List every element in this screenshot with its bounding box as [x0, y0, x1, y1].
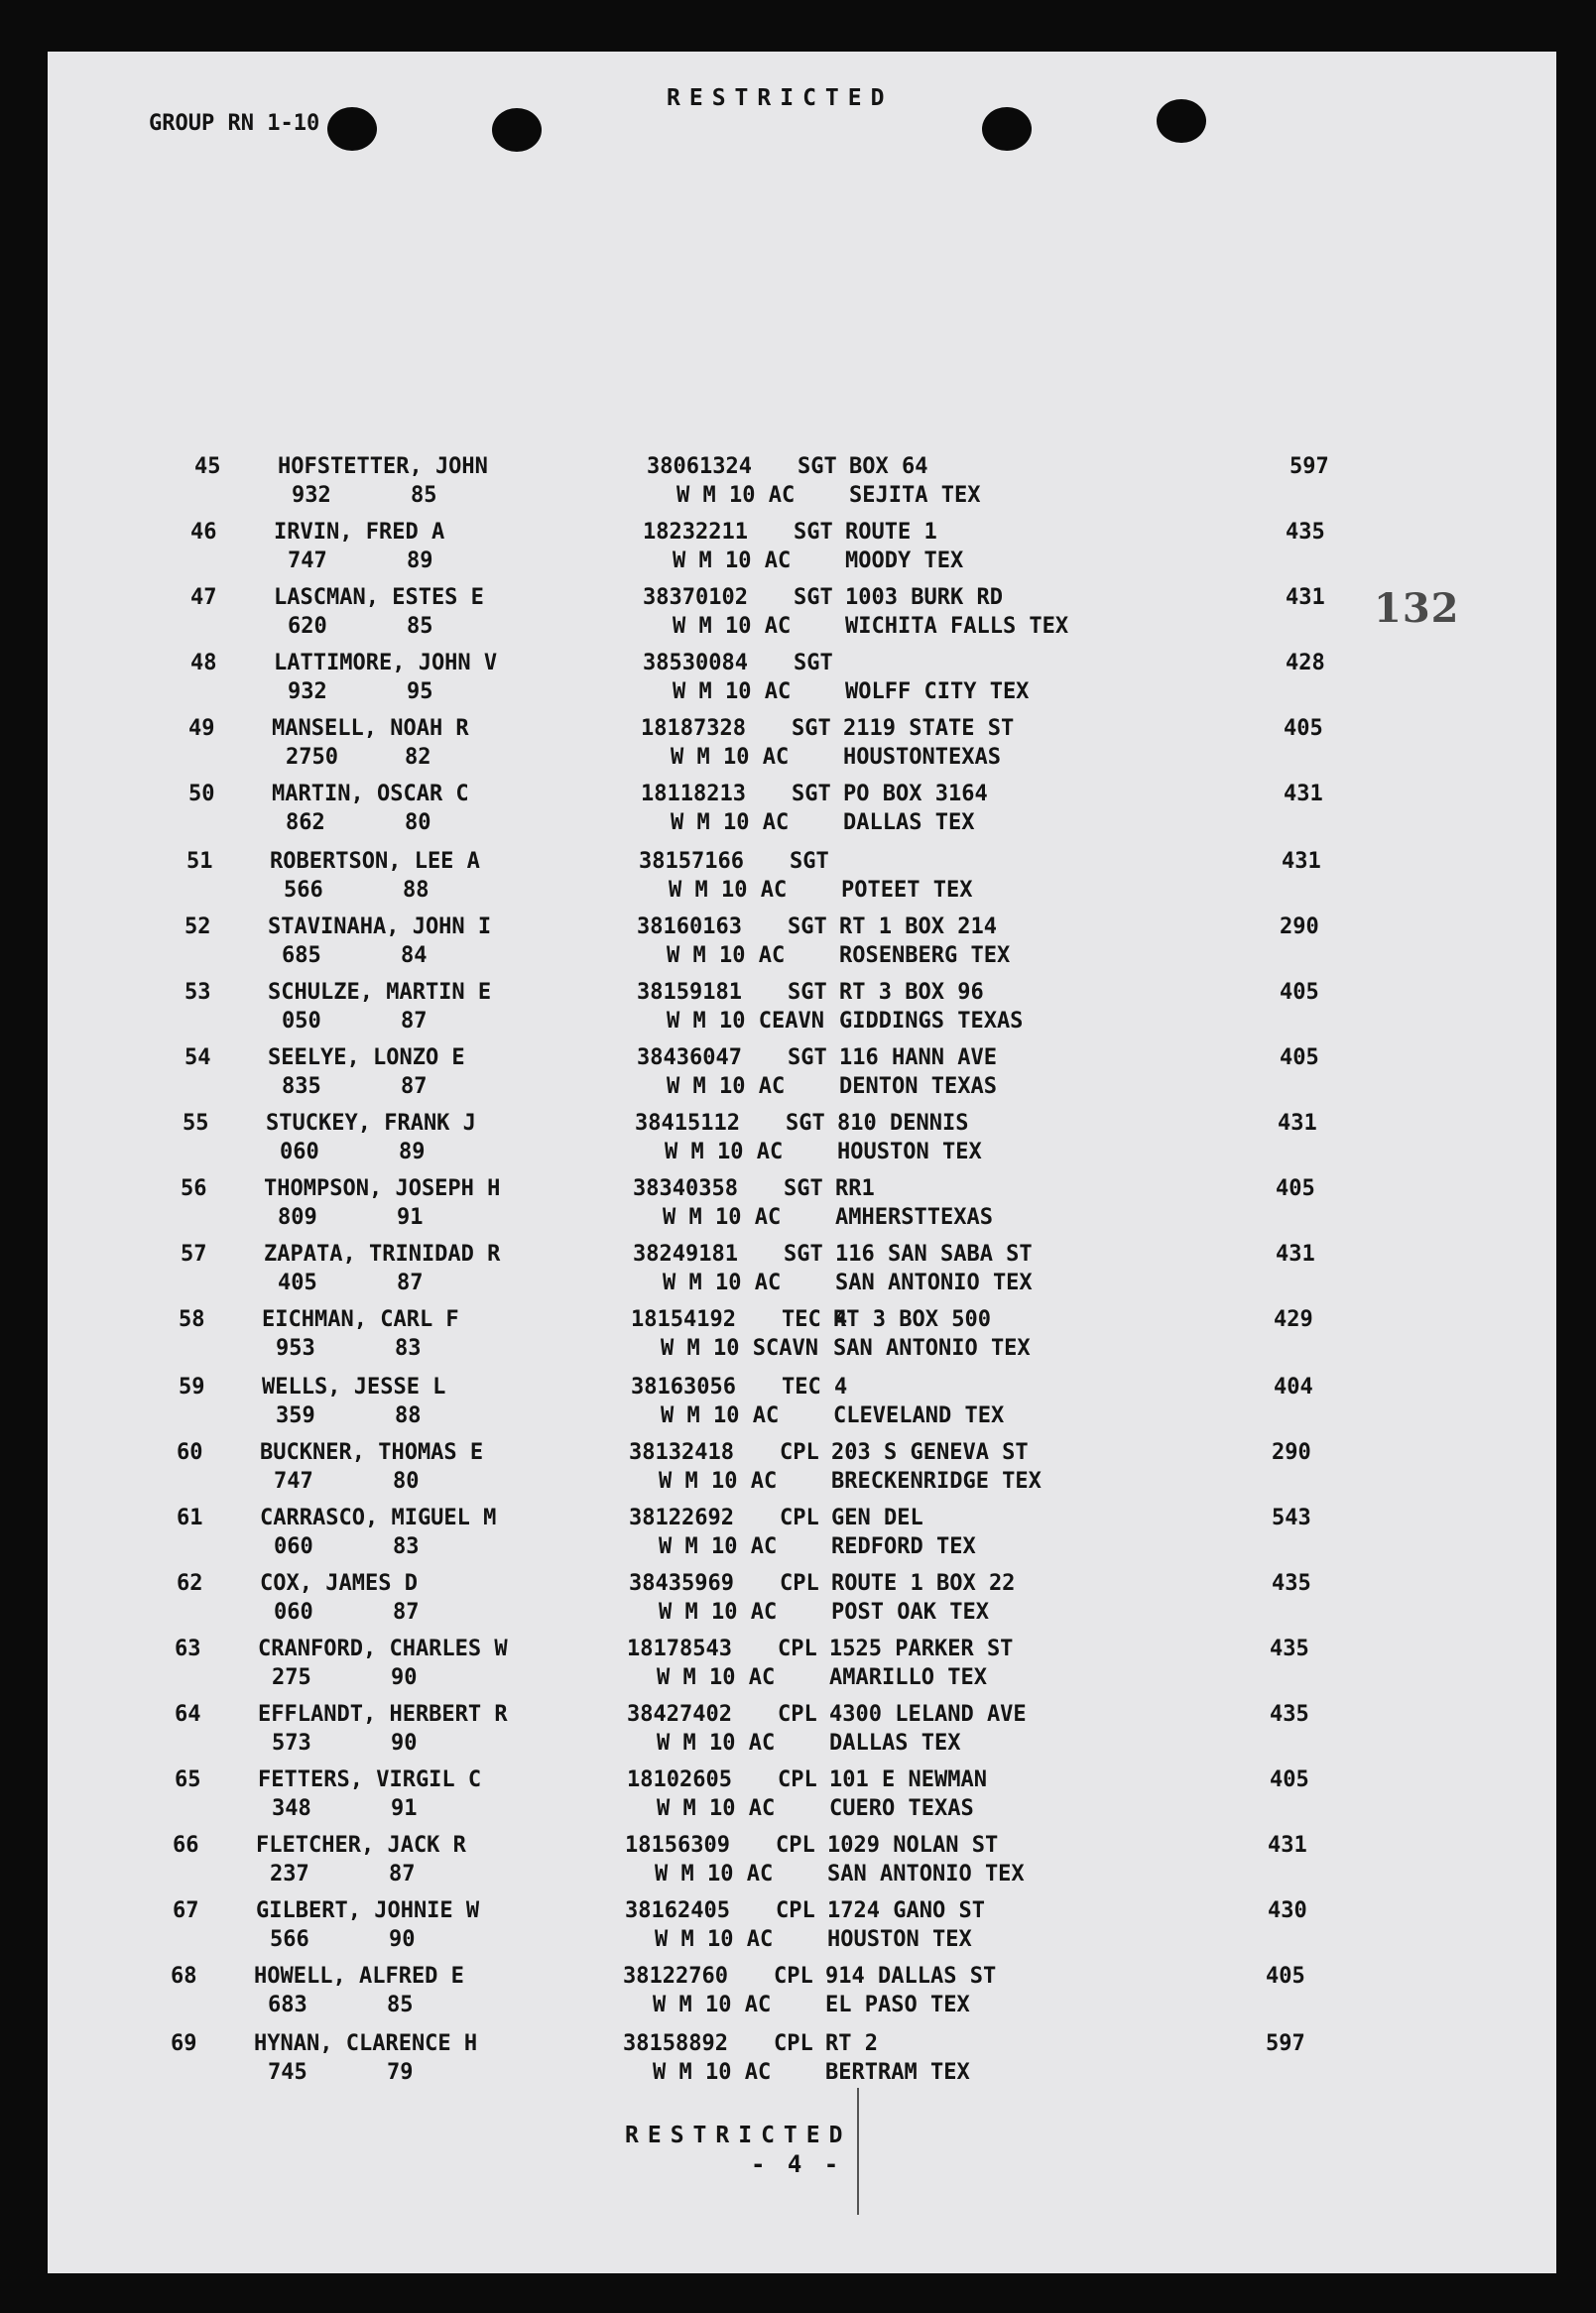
row-num: 61: [177, 1506, 203, 1530]
row-rank: SGT: [788, 1045, 827, 1070]
row-name: HOFSTETTER, JOHN: [278, 454, 488, 479]
row-num: 50: [188, 782, 215, 806]
table-row: [171, 1964, 1559, 2027]
row-score: 91: [397, 1205, 424, 1230]
row-rank: SGT: [784, 1242, 823, 1267]
row-code: 566: [284, 878, 323, 903]
row-code: 405: [278, 1271, 317, 1295]
row-score: 87: [397, 1271, 424, 1295]
row-code: 566: [270, 1927, 309, 1952]
row-race: W M 10 AC: [655, 1862, 774, 1887]
row-rank: SGT: [788, 914, 827, 939]
row-name: COX, JAMES D: [260, 1571, 418, 1596]
row-addr1: 914 DALLAS ST: [825, 1964, 997, 1989]
row-race: W M 10 AC: [657, 1665, 776, 1690]
row-name: BUCKNER, THOMAS E: [260, 1440, 484, 1465]
table-row: [190, 520, 1579, 583]
table-row: [173, 1898, 1561, 1962]
row-name: EFFLANDT, HERBERT R: [258, 1702, 508, 1727]
row-addr1: RT 1 BOX 214: [839, 914, 997, 939]
row-num: 48: [190, 651, 217, 675]
row-score: 91: [391, 1796, 418, 1821]
row-rank: SGT: [792, 716, 831, 741]
row-serial: 38415112: [635, 1111, 740, 1136]
row-code2: 435: [1272, 1571, 1311, 1596]
row-code2: 405: [1284, 716, 1323, 741]
row-addr2: DENTON TEXAS: [839, 1074, 997, 1099]
row-addr1: 4300 LELAND AVE: [829, 1702, 1027, 1727]
row-addr2: POST OAK TEX: [831, 1600, 989, 1625]
row-num: 53: [184, 980, 211, 1005]
row-code2: 405: [1270, 1767, 1309, 1792]
row-name: THOMPSON, JOSEPH H: [264, 1176, 501, 1201]
row-addr2: AMARILLO TEX: [829, 1665, 987, 1690]
row-num: 63: [175, 1637, 201, 1661]
handwritten-page-number: 132: [1374, 585, 1460, 632]
row-rank: CPL: [774, 2031, 813, 2056]
row-addr1: RR1: [835, 1176, 875, 1201]
row-score: 87: [401, 1009, 428, 1034]
row-score: 87: [401, 1074, 428, 1099]
row-rank: SGT: [798, 454, 837, 479]
row-num: 54: [184, 1045, 211, 1070]
row-race: W M 10 AC: [671, 745, 790, 770]
row-code2: 431: [1286, 585, 1325, 610]
row-race: W M 10 AC: [659, 1469, 778, 1494]
punch-hole: [327, 107, 377, 151]
row-addr2: ROSENBERG TEX: [839, 943, 1011, 968]
row-rank: TEC 4: [782, 1375, 848, 1400]
row-name: IRVIN, FRED A: [274, 520, 445, 545]
row-addr2: HOUSTON TEX: [837, 1140, 982, 1164]
row-code2: 429: [1274, 1307, 1313, 1332]
row-serial: 38530084: [643, 651, 748, 675]
row-serial: 38435969: [629, 1571, 734, 1596]
row-addr2: SEJITA TEX: [849, 483, 981, 508]
row-addr2: DALLAS TEX: [829, 1731, 961, 1756]
row-addr2: HOUSTON TEX: [827, 1927, 972, 1952]
row-num: 49: [188, 716, 215, 741]
row-rank: CPL: [774, 1964, 813, 1989]
row-num: 62: [177, 1571, 203, 1596]
row-name: LASCMAN, ESTES E: [274, 585, 484, 610]
row-name: MANSELL, NOAH R: [272, 716, 469, 741]
row-code: 060: [280, 1140, 319, 1164]
row-serial: 38370102: [643, 585, 748, 610]
row-race: W M 10 AC: [653, 1993, 772, 2017]
row-code: 573: [272, 1731, 311, 1756]
row-race: W M 10 SCAVN: [661, 1336, 818, 1361]
row-addr2: SAN ANTONIO TEX: [827, 1862, 1025, 1887]
table-row: [186, 849, 1575, 913]
row-code2: 290: [1272, 1440, 1311, 1465]
row-race: W M 10 AC: [673, 548, 792, 573]
row-addr1: PO BOX 3164: [843, 782, 988, 806]
row-addr1: 1724 GANO ST: [827, 1898, 985, 1923]
row-score: 88: [395, 1403, 422, 1428]
row-code2: 435: [1270, 1702, 1309, 1727]
row-rank: CPL: [780, 1440, 819, 1465]
row-race: W M 10 AC: [653, 2060, 772, 2085]
row-name: EICHMAN, CARL F: [262, 1307, 459, 1332]
row-rank: CPL: [778, 1767, 817, 1792]
row-score: 79: [387, 2060, 414, 2085]
row-code2: 290: [1280, 914, 1319, 939]
row-code: 060: [274, 1600, 313, 1625]
row-addr1: 810 DENNIS: [837, 1111, 969, 1136]
row-code2: 435: [1270, 1637, 1309, 1661]
row-name: GILBERT, JOHNIE W: [256, 1898, 480, 1923]
punch-hole: [492, 108, 542, 152]
row-score: 83: [393, 1534, 420, 1559]
row-name: ZAPATA, TRINIDAD R: [264, 1242, 501, 1267]
row-serial: 38340358: [633, 1176, 738, 1201]
row-score: 83: [395, 1336, 422, 1361]
row-addr2: CUERO TEXAS: [829, 1796, 974, 1821]
row-addr1: 2119 STATE ST: [843, 716, 1015, 741]
table-row: [173, 1833, 1561, 1896]
row-serial: 38436047: [637, 1045, 742, 1070]
row-name: WELLS, JESSE L: [262, 1375, 446, 1400]
row-serial: 18178543: [627, 1637, 732, 1661]
row-addr2: BERTRAM TEX: [825, 2060, 970, 2085]
row-serial: 38158892: [623, 2031, 728, 2056]
row-num: 60: [177, 1440, 203, 1465]
row-addr1: 101 E NEWMAN: [829, 1767, 987, 1792]
row-rank: SGT: [786, 1111, 825, 1136]
row-num: 69: [171, 2031, 197, 2056]
row-addr1: 116 HANN AVE: [839, 1045, 997, 1070]
row-serial: 18187328: [641, 716, 746, 741]
row-addr2: REDFORD TEX: [831, 1534, 976, 1559]
table-row: [194, 454, 1583, 518]
row-rank: SGT: [784, 1176, 823, 1201]
row-serial: 38427402: [627, 1702, 732, 1727]
table-row: [188, 716, 1577, 780]
row-rank: CPL: [778, 1702, 817, 1727]
row-name: CARRASCO, MIGUEL M: [260, 1506, 497, 1530]
row-serial: 38159181: [637, 980, 742, 1005]
row-race: W M 10 AC: [661, 1403, 780, 1428]
row-code2: 431: [1284, 782, 1323, 806]
row-code2: 431: [1282, 849, 1321, 874]
row-addr1: 203 S GENEVA ST: [831, 1440, 1029, 1465]
table-row: [190, 651, 1579, 714]
table-row: [179, 1307, 1567, 1371]
row-addr1: ROUTE 1: [845, 520, 937, 545]
row-code: 835: [282, 1074, 321, 1099]
row-code: 747: [274, 1469, 313, 1494]
row-code2: 405: [1266, 1964, 1305, 1989]
row-name: HYNAN, CLARENCE H: [254, 2031, 478, 2056]
row-addr1: 1029 NOLAN ST: [827, 1833, 999, 1858]
row-serial: 38061324: [647, 454, 752, 479]
row-code2: 405: [1280, 980, 1319, 1005]
table-row: [181, 1242, 1569, 1305]
row-race: W M 10 AC: [657, 1731, 776, 1756]
row-rank: SGT: [790, 849, 829, 874]
row-rank: CPL: [780, 1506, 819, 1530]
row-rank: SGT: [794, 651, 833, 675]
row-addr2: SAN ANTONIO TEX: [833, 1336, 1031, 1361]
row-addr1: 1003 BURK RD: [845, 585, 1003, 610]
row-addr2: HOUSTONTEXAS: [843, 745, 1001, 770]
row-score: 84: [401, 943, 428, 968]
row-serial: 38122692: [629, 1506, 734, 1530]
table-row: [175, 1702, 1563, 1765]
row-addr1: GEN DEL: [831, 1506, 923, 1530]
row-name: MARTIN, OSCAR C: [272, 782, 469, 806]
row-code2: 431: [1278, 1111, 1317, 1136]
row-score: 82: [405, 745, 431, 770]
row-serial: 38163056: [631, 1375, 736, 1400]
row-num: 55: [183, 1111, 209, 1136]
table-row: [190, 585, 1579, 649]
row-code: 745: [268, 2060, 307, 2085]
row-num: 66: [173, 1833, 199, 1858]
row-rank: CPL: [776, 1833, 815, 1858]
row-score: 80: [393, 1469, 420, 1494]
row-score: 87: [389, 1862, 416, 1887]
row-race: W M 10 AC: [673, 614, 792, 639]
table-row: [183, 1111, 1571, 1174]
row-code: 2750: [286, 745, 338, 770]
row-num: 65: [175, 1767, 201, 1792]
row-race: W M 10 AC: [659, 1600, 778, 1625]
row-rank: SGT: [794, 520, 833, 545]
row-name: FETTERS, VIRGIL C: [258, 1767, 482, 1792]
row-name: STUCKEY, FRANK J: [266, 1111, 476, 1136]
row-score: 80: [405, 810, 431, 835]
row-name: SCHULZE, MARTIN E: [268, 980, 492, 1005]
row-addr1: 116 SAN SABA ST: [835, 1242, 1033, 1267]
row-addr2: AMHERSTTEXAS: [835, 1205, 993, 1230]
table-row: [171, 2031, 1559, 2095]
restricted-footer: RESTRICTED: [625, 2123, 852, 2148]
row-name: ROBERTSON, LEE A: [270, 849, 480, 874]
row-code2: 431: [1276, 1242, 1315, 1267]
row-race: W M 10 AC: [669, 878, 788, 903]
row-score: 85: [387, 1993, 414, 2017]
row-num: 58: [179, 1307, 205, 1332]
row-race: W M 10 AC: [671, 810, 790, 835]
row-code2: 428: [1286, 651, 1325, 675]
row-code2: 597: [1289, 454, 1329, 479]
row-serial: 18154192: [631, 1307, 736, 1332]
row-code: 050: [282, 1009, 321, 1034]
row-code: 348: [272, 1796, 311, 1821]
row-addr2: POTEET TEX: [841, 878, 973, 903]
row-num: 51: [186, 849, 213, 874]
row-code: 359: [276, 1403, 315, 1428]
row-num: 46: [190, 520, 217, 545]
punch-hole: [982, 107, 1032, 151]
row-race: W M 10 AC: [667, 943, 786, 968]
row-code: 275: [272, 1665, 311, 1690]
row-name: STAVINAHA, JOHN I: [268, 914, 492, 939]
row-score: 85: [411, 483, 437, 508]
row-serial: 38162405: [625, 1898, 730, 1923]
row-name: HOWELL, ALFRED E: [254, 1964, 464, 1989]
row-addr1: RT 2: [825, 2031, 878, 2056]
row-code2: 405: [1276, 1176, 1315, 1201]
row-code2: 404: [1274, 1375, 1313, 1400]
row-race: W M 10 AC: [676, 483, 796, 508]
table-row: [184, 1045, 1573, 1109]
row-score: 87: [393, 1600, 420, 1625]
row-addr2: GIDDINGS TEXAS: [839, 1009, 1024, 1034]
row-code: 620: [288, 614, 327, 639]
table-row: [177, 1440, 1565, 1504]
table-row: [175, 1767, 1563, 1831]
row-addr1: ROUTE 1 BOX 22: [831, 1571, 1016, 1596]
row-race: W M 10 AC: [657, 1796, 776, 1821]
row-name: LATTIMORE, JOHN V: [274, 651, 498, 675]
row-serial: 38160163: [637, 914, 742, 939]
table-row: [177, 1506, 1565, 1569]
row-addr2: BRECKENRIDGE TEX: [831, 1469, 1042, 1494]
table-row: [184, 914, 1573, 978]
row-code: 683: [268, 1993, 307, 2017]
row-rank: SGT: [792, 782, 831, 806]
row-code: 953: [276, 1336, 315, 1361]
row-score: 90: [389, 1927, 416, 1952]
row-code: 809: [278, 1205, 317, 1230]
table-row: [181, 1176, 1569, 1240]
page-number: - 4 -: [751, 2150, 843, 2178]
row-race: W M 10 AC: [655, 1927, 774, 1952]
row-race: W M 10 AC: [665, 1140, 784, 1164]
row-code: 060: [274, 1534, 313, 1559]
row-code2: 597: [1266, 2031, 1305, 2056]
row-score: 85: [407, 614, 433, 639]
row-serial: 18156309: [625, 1833, 730, 1858]
row-score: 95: [407, 679, 433, 704]
table-row: [177, 1571, 1565, 1635]
restricted-header: RESTRICTED: [667, 85, 894, 111]
row-addr1: RT 3 BOX 96: [839, 980, 984, 1005]
row-code2: 430: [1268, 1898, 1307, 1923]
table-row: [184, 980, 1573, 1043]
table-row: [188, 782, 1577, 845]
row-code2: 431: [1268, 1833, 1307, 1858]
row-race: W M 10 AC: [663, 1205, 782, 1230]
table-row: [179, 1375, 1567, 1438]
row-code: 747: [288, 548, 327, 573]
row-name: FLETCHER, JACK R: [256, 1833, 466, 1858]
row-num: 45: [194, 454, 221, 479]
row-num: 59: [179, 1375, 205, 1400]
row-code2: 543: [1272, 1506, 1311, 1530]
row-code2: 405: [1280, 1045, 1319, 1070]
row-num: 68: [171, 1964, 197, 1989]
row-rank: CPL: [776, 1898, 815, 1923]
row-serial: 18102605: [627, 1767, 732, 1792]
row-serial: 38122760: [623, 1964, 728, 1989]
row-code: 932: [292, 483, 331, 508]
row-score: 90: [391, 1665, 418, 1690]
row-addr1: 1525 PARKER ST: [829, 1637, 1014, 1661]
row-addr2: DALLAS TEX: [843, 810, 975, 835]
row-score: 89: [407, 548, 433, 573]
row-rank: TEC 4: [782, 1307, 848, 1332]
row-score: 89: [399, 1140, 426, 1164]
group-label: GROUP RN 1-10: [149, 111, 320, 136]
row-code: 237: [270, 1862, 309, 1887]
row-serial: 38132418: [629, 1440, 734, 1465]
row-rank: CPL: [778, 1637, 817, 1661]
row-serial: 18118213: [641, 782, 746, 806]
row-addr2: SAN ANTONIO TEX: [835, 1271, 1033, 1295]
row-rank: SGT: [794, 585, 833, 610]
row-race: W M 10 CEAVN: [667, 1009, 824, 1034]
row-serial: 38249181: [633, 1242, 738, 1267]
table-row: [175, 1637, 1563, 1700]
row-name: SEELYE, LONZO E: [268, 1045, 465, 1070]
row-code: 685: [282, 943, 321, 968]
row-race: W M 10 AC: [667, 1074, 786, 1099]
row-addr2: WICHITA FALLS TEX: [845, 614, 1069, 639]
row-num: 57: [181, 1242, 207, 1267]
row-race: W M 10 AC: [659, 1534, 778, 1559]
row-rank: SGT: [788, 980, 827, 1005]
row-name: CRANFORD, CHARLES W: [258, 1637, 508, 1661]
row-num: 52: [184, 914, 211, 939]
row-num: 64: [175, 1702, 201, 1727]
row-rank: CPL: [780, 1571, 819, 1596]
row-code: 932: [288, 679, 327, 704]
row-addr2: CLEVELAND TEX: [833, 1403, 1005, 1428]
row-addr2: MOODY TEX: [845, 548, 964, 573]
row-addr2: EL PASO TEX: [825, 1993, 970, 2017]
row-addr1: BOX 64: [849, 454, 928, 479]
row-serial: 38157166: [639, 849, 744, 874]
row-score: 88: [403, 878, 430, 903]
row-num: 56: [181, 1176, 207, 1201]
row-code2: 435: [1286, 520, 1325, 545]
row-race: W M 10 AC: [663, 1271, 782, 1295]
row-race: W M 10 AC: [673, 679, 792, 704]
row-addr2: WOLFF CITY TEX: [845, 679, 1030, 704]
row-code: 862: [286, 810, 325, 835]
row-num: 47: [190, 585, 217, 610]
row-score: 90: [391, 1731, 418, 1756]
fold-line: [857, 2088, 859, 2215]
punch-hole: [1157, 99, 1206, 143]
row-serial: 18232211: [643, 520, 748, 545]
row-addr1: RT 3 BOX 500: [833, 1307, 991, 1332]
row-num: 67: [173, 1898, 199, 1923]
